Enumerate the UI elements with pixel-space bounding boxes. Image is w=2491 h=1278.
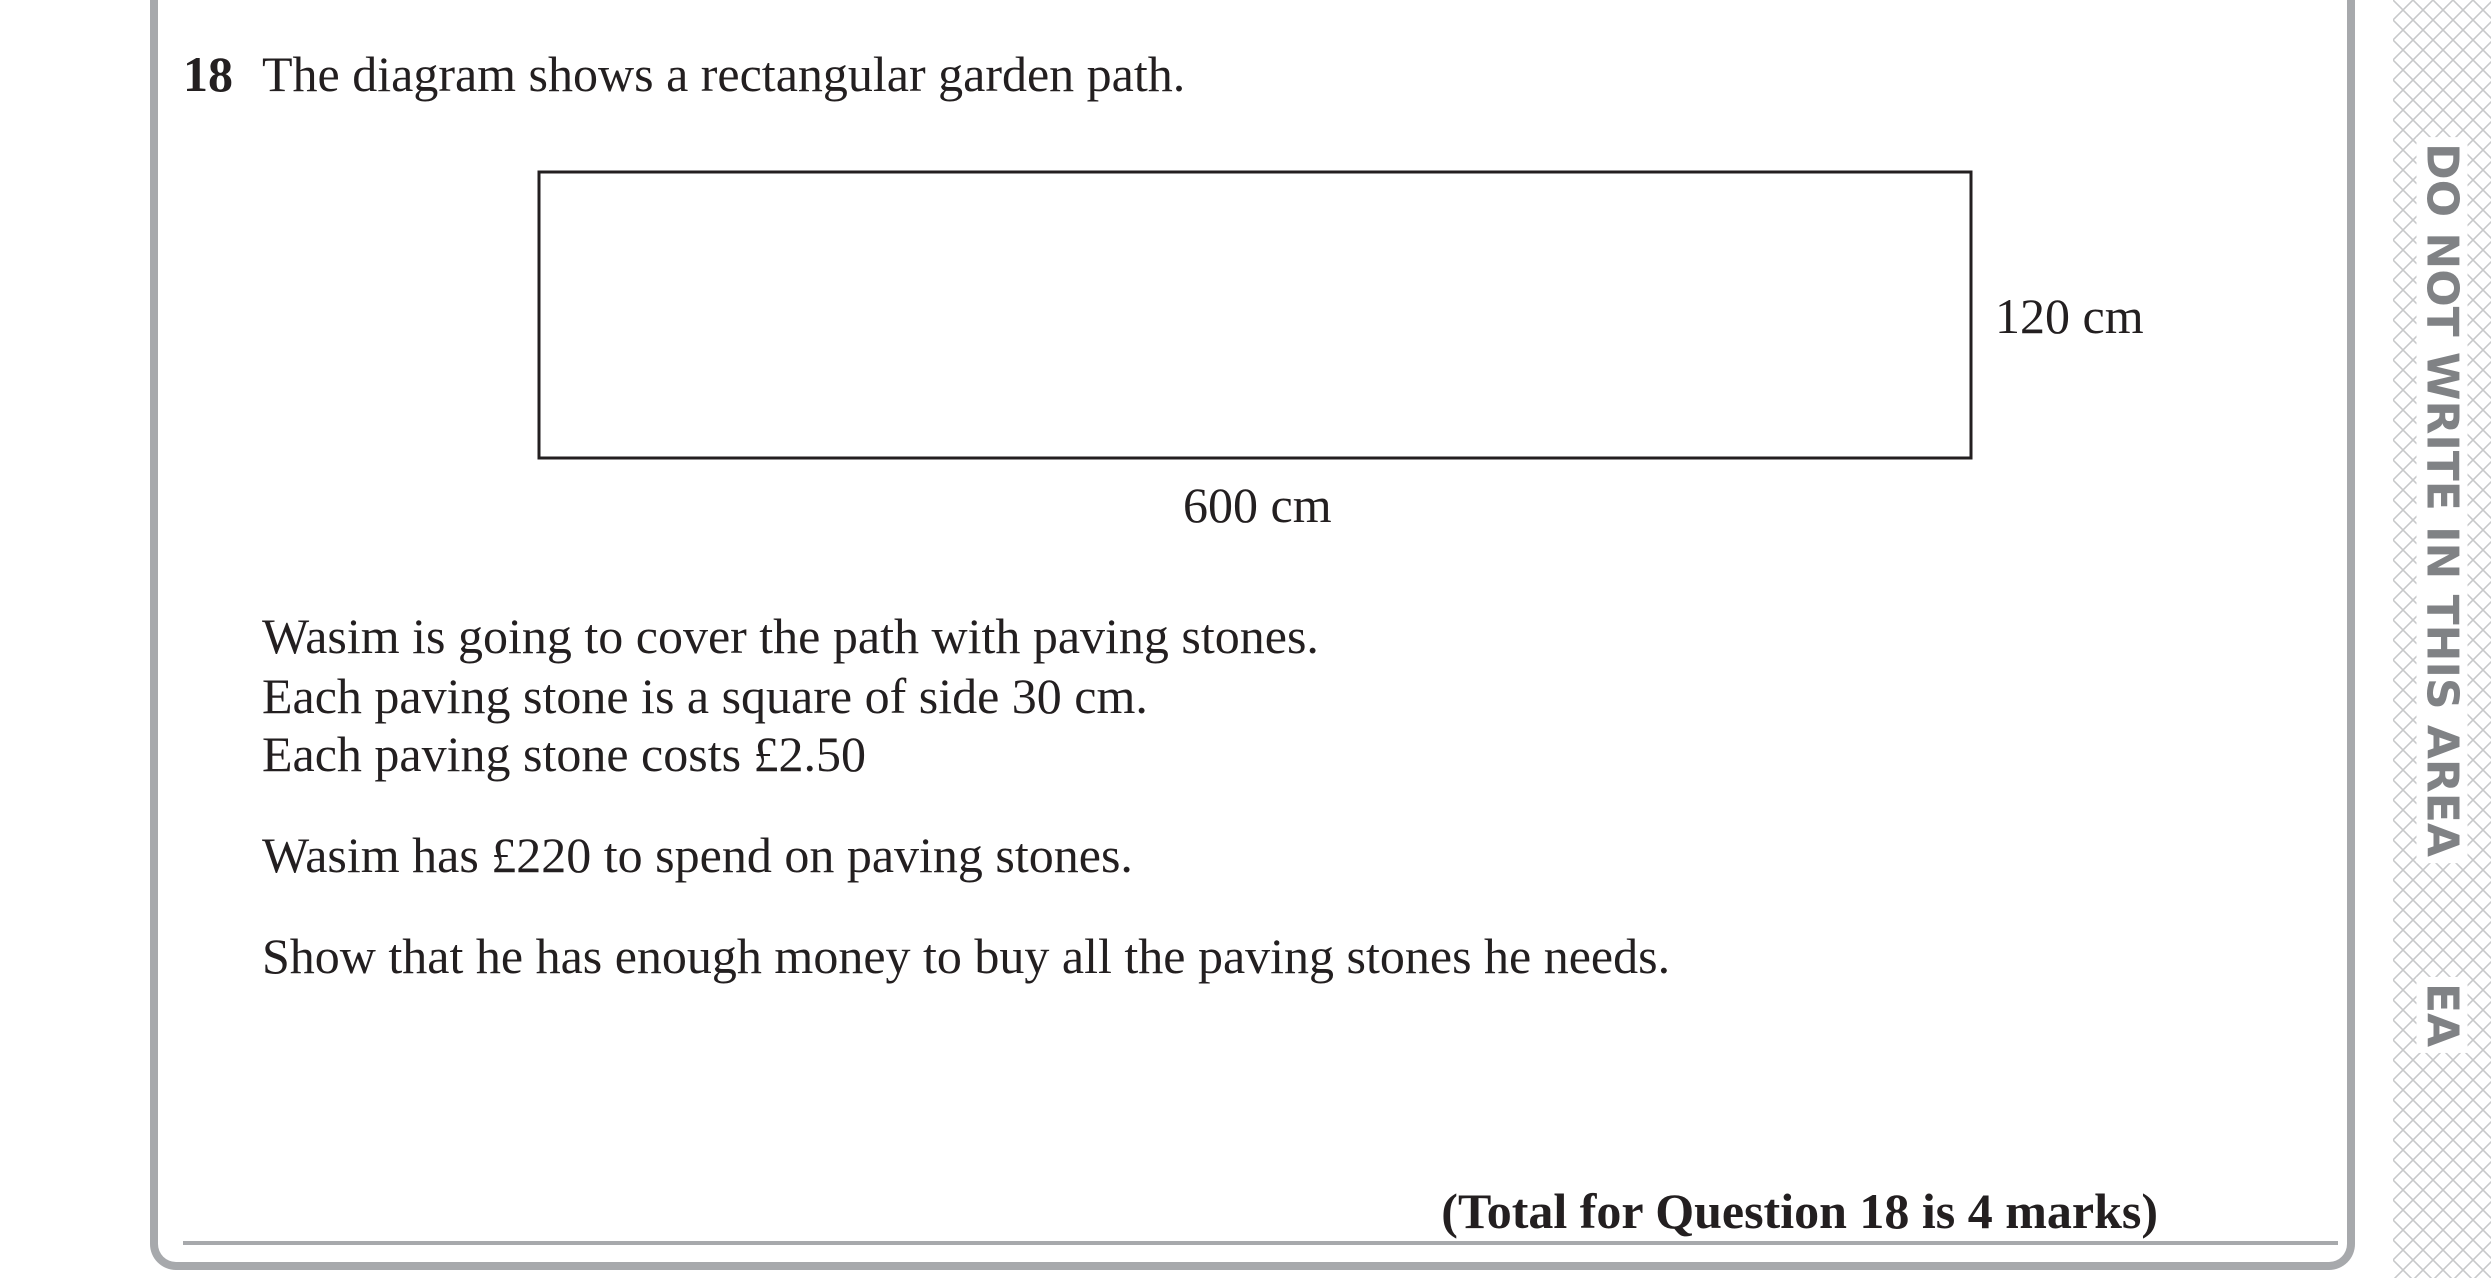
path-width-label: 600 cm: [1183, 477, 1332, 533]
question-text-line: Each paving stone is a square of side 30 cm.: [262, 668, 1148, 724]
path-height-label: 120 cm: [1995, 288, 2144, 344]
question-number: 18: [183, 46, 233, 102]
question-text-line: Wasim has £220 to spend on paving stones.: [262, 827, 1133, 883]
garden-path-diagram: [535, 168, 1975, 464]
margin-code: EA: [2417, 977, 2468, 1053]
question-intro: The diagram shows a rectangular garden path.: [262, 46, 1186, 102]
question-text-line: Wasim is going to cover the path with paving stones.: [262, 608, 1319, 664]
total-marks: (Total for Question 18 is 4 marks): [1441, 1183, 2158, 1239]
question-instruction: Show that he has enough money to buy all the paving stones he needs.: [262, 928, 1671, 984]
do-not-write-warning: DO NOT WRITE IN THIS AREA: [2417, 137, 2468, 863]
question-divider: [183, 1241, 2338, 1245]
garden-path-rectangle: [539, 172, 1971, 458]
question-text-line: Each paving stone costs £2.50: [262, 726, 867, 782]
